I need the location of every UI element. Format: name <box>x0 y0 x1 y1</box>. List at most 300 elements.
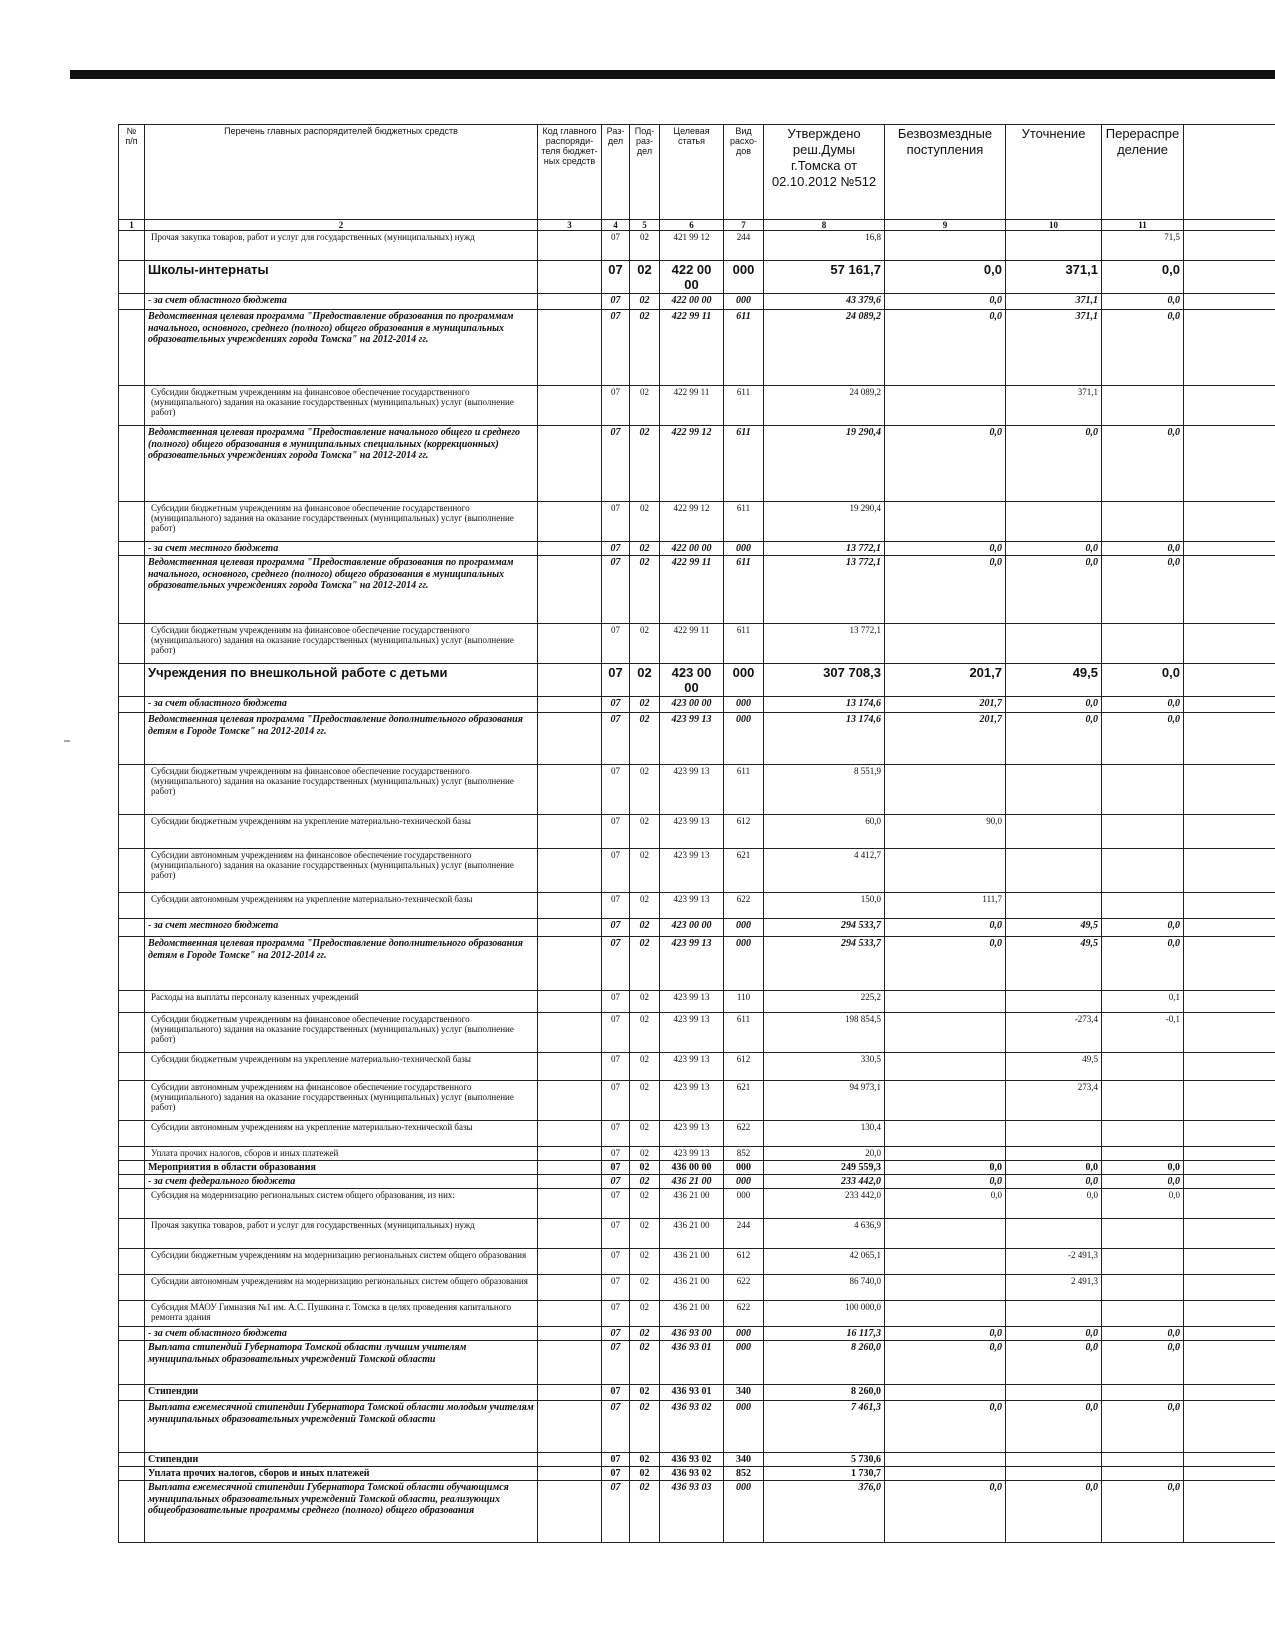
cell-section: 07 <box>602 991 630 1013</box>
table-row <box>119 849 1275 893</box>
cell-section: 07 <box>602 1385 630 1401</box>
cell-redistribution <box>1102 1147 1184 1161</box>
table-row <box>119 664 1275 697</box>
cell-subsection: 02 <box>630 713 660 765</box>
table-row <box>119 624 1275 664</box>
cell-num <box>119 1013 145 1053</box>
cell-cut <box>1184 893 1275 919</box>
cell-num <box>119 1341 145 1385</box>
cell-redistribution <box>1102 1275 1184 1301</box>
cell-clarification: 0,0 <box>1006 556 1102 624</box>
cell-clarification: 371,1 <box>1006 386 1102 426</box>
cell-cut <box>1184 1121 1275 1147</box>
cell-subsection: 02 <box>630 697 660 713</box>
cell-name: Ведомственная целевая программа "Предоставление дополнительного образования детям в Городе Томске" на 2012-2014 гг. <box>145 713 538 765</box>
cell-code <box>538 1147 602 1161</box>
cell-section: 07 <box>602 849 630 893</box>
table-row <box>119 1453 1275 1467</box>
cell-num <box>119 1161 145 1175</box>
cell-subsection: 02 <box>630 664 660 697</box>
cell-clarification <box>1006 231 1102 261</box>
cell-redistribution: 0,1 <box>1102 991 1184 1013</box>
cell-target-article: 436 93 03 <box>660 1481 724 1543</box>
cell-redistribution: 0,0 <box>1102 1341 1184 1385</box>
cell-approved: 4 412,7 <box>764 849 885 893</box>
cell-num <box>119 386 145 426</box>
cell-num <box>119 1053 145 1081</box>
cell-redistribution: 0,0 <box>1102 1189 1184 1219</box>
cell-section: 07 <box>602 1341 630 1385</box>
cell-num <box>119 1121 145 1147</box>
cell-name: Выплата ежемесячной стипендии Губернатора Томской области обучающимся муниципальных образовательных учреждений Томской области, реализующих общеобразовательные программы среднего (полного) общего образования <box>145 1481 538 1543</box>
cell-expense-type: 611 <box>724 386 764 426</box>
cell-target-article: 423 99 13 <box>660 815 724 849</box>
cell-section: 07 <box>602 1301 630 1327</box>
cell-approved: 233 442,0 <box>764 1189 885 1219</box>
cell-num <box>119 937 145 991</box>
header-distributors: Перечень главных распорядителей бюджетных средств <box>145 125 538 220</box>
table-row <box>119 1481 1275 1543</box>
cell-subsection: 02 <box>630 1401 660 1453</box>
cell-code <box>538 310 602 386</box>
cell-clarification: 371,1 <box>1006 310 1102 386</box>
cell-expense-type: 612 <box>724 815 764 849</box>
cell-grants <box>885 1467 1006 1481</box>
cell-code <box>538 294 602 310</box>
cell-target-article: 436 93 02 <box>660 1467 724 1481</box>
cell-approved: 13 772,1 <box>764 542 885 556</box>
cell-approved: 249 559,3 <box>764 1161 885 1175</box>
cell-redistribution: 0,0 <box>1102 697 1184 713</box>
table-row <box>119 1275 1275 1301</box>
cell-approved: 7 461,3 <box>764 1401 885 1453</box>
cell-expense-type: 000 <box>724 1175 764 1189</box>
cell-expense-type: 852 <box>724 1467 764 1481</box>
cell-cut <box>1184 1341 1275 1385</box>
table-row <box>119 1189 1275 1219</box>
cell-name: Ведомственная целевая программа "Предоставление образования по программам начального, основного, среднего (полного) общего образования в муниципальных образовательных учреждениях города Томска" на 2012-2014 гг. <box>145 556 538 624</box>
cell-name: Выплата ежемесячной стипендии Губернатора Томской области молодым учителям муниципальных образовательных учреждений Томской области <box>145 1401 538 1453</box>
cell-section: 07 <box>602 1175 630 1189</box>
cell-approved: 294 533,7 <box>764 919 885 937</box>
cell-redistribution <box>1102 502 1184 542</box>
cell-grants: 0,0 <box>885 1161 1006 1175</box>
cell-target-article: 436 93 01 <box>660 1341 724 1385</box>
table-row <box>119 937 1275 991</box>
cell-redistribution: 0,0 <box>1102 310 1184 386</box>
cell-code <box>538 426 602 502</box>
cell-target-article: 422 99 11 <box>660 310 724 386</box>
cell-redistribution <box>1102 1453 1184 1467</box>
cell-expense-type: 000 <box>724 664 764 697</box>
cell-expense-type: 622 <box>724 1301 764 1327</box>
cell-cut <box>1184 1275 1275 1301</box>
cell-code <box>538 991 602 1013</box>
colnum: 2 <box>145 220 538 231</box>
cell-target-article: 436 21 00 <box>660 1189 724 1219</box>
cell-target-article: 436 00 00 <box>660 1161 724 1175</box>
cell-num <box>119 1147 145 1161</box>
cell-redistribution <box>1102 893 1184 919</box>
cell-name: Субсидии автономным учреждениям на укрепление материально-технической базы <box>145 1121 538 1147</box>
cell-cut <box>1184 386 1275 426</box>
cell-expense-type: 000 <box>724 1481 764 1543</box>
cell-subsection: 02 <box>630 1189 660 1219</box>
cell-target-article: 422 00 00 <box>660 542 724 556</box>
cell-num <box>119 919 145 937</box>
table-row <box>119 310 1275 386</box>
cell-redistribution: 0,0 <box>1102 1401 1184 1453</box>
cell-redistribution <box>1102 386 1184 426</box>
cell-name: Субсидии бюджетным учреждениям на финансовое обеспечение государственного (муниципального) задания на оказание государственных (муниципальных) услуг (выполнение работ) <box>145 386 538 426</box>
cell-redistribution <box>1102 815 1184 849</box>
cell-approved: 43 379,6 <box>764 294 885 310</box>
cell-name: Выплата стипендий Губернатора Томской области лучшим учителям муниципальных образовательных учреждений Томской области <box>145 1341 538 1385</box>
cell-expense-type: 110 <box>724 991 764 1013</box>
cell-subsection: 02 <box>630 1385 660 1401</box>
header-cut-column <box>1184 125 1275 220</box>
cell-section: 07 <box>602 556 630 624</box>
cell-clarification: 49,5 <box>1006 919 1102 937</box>
cell-clarification <box>1006 1385 1102 1401</box>
cell-subsection: 02 <box>630 1481 660 1543</box>
cell-clarification: 49,5 <box>1006 664 1102 697</box>
cell-section: 07 <box>602 1147 630 1161</box>
cell-num <box>119 261 145 294</box>
table-row <box>119 1327 1275 1341</box>
cell-clarification <box>1006 1453 1102 1467</box>
cell-expense-type: 611 <box>724 765 764 815</box>
cell-expense-type: 611 <box>724 502 764 542</box>
cell-target-article: 423 99 13 <box>660 991 724 1013</box>
cell-target-article: 436 93 02 <box>660 1453 724 1467</box>
cell-name: Субсидии бюджетным учреждениям на укрепление материально-технической базы <box>145 1053 538 1081</box>
cell-subsection: 02 <box>630 1219 660 1249</box>
cell-grants: 0,0 <box>885 1401 1006 1453</box>
cell-subsection: 02 <box>630 849 660 893</box>
cell-grants <box>885 991 1006 1013</box>
cell-target-article: 422 99 12 <box>660 502 724 542</box>
cell-grants: 0,0 <box>885 310 1006 386</box>
cell-code <box>538 1467 602 1481</box>
cell-code <box>538 1327 602 1341</box>
cell-section: 07 <box>602 1275 630 1301</box>
cell-code <box>538 1175 602 1189</box>
cell-approved: 8 260,0 <box>764 1385 885 1401</box>
cell-section: 07 <box>602 765 630 815</box>
cell-num <box>119 713 145 765</box>
cell-num <box>119 1453 145 1467</box>
cell-redistribution: 0,0 <box>1102 542 1184 556</box>
cell-approved: 330,5 <box>764 1053 885 1081</box>
cell-name: Прочая закупка товаров, работ и услуг для государственных (муниципальных) нужд <box>145 1219 538 1249</box>
colnum: 3 <box>538 220 602 231</box>
header-redistribution: Перераспре деление <box>1102 125 1184 220</box>
cell-clarification: 0,0 <box>1006 426 1102 502</box>
cell-name: Субсидии автономным учреждениям на модернизацию региональных систем общего образования <box>145 1275 538 1301</box>
cell-redistribution <box>1102 1467 1184 1481</box>
cell-section: 07 <box>602 1189 630 1219</box>
cell-subsection: 02 <box>630 1249 660 1275</box>
cell-cut <box>1184 1189 1275 1219</box>
cell-target-article: 423 99 13 <box>660 1121 724 1147</box>
table-row <box>119 1175 1275 1189</box>
cell-redistribution: 0,0 <box>1102 294 1184 310</box>
colnum: 5 <box>630 220 660 231</box>
cell-target-article: 436 21 00 <box>660 1219 724 1249</box>
cell-code <box>538 1053 602 1081</box>
cell-code <box>538 502 602 542</box>
cell-cut <box>1184 1481 1275 1543</box>
cell-redistribution <box>1102 1301 1184 1327</box>
header-number: № п/п <box>119 125 145 220</box>
cell-name: Стипендии <box>145 1385 538 1401</box>
cell-section: 07 <box>602 1013 630 1053</box>
cell-name: Стипендии <box>145 1453 538 1467</box>
cell-expense-type: 000 <box>724 1189 764 1219</box>
colnum: 4 <box>602 220 630 231</box>
cell-redistribution: 0,0 <box>1102 1481 1184 1543</box>
cell-expense-type: 852 <box>724 1147 764 1161</box>
cell-name: - за счет местного бюджета <box>145 919 538 937</box>
cell-num <box>119 542 145 556</box>
cell-code <box>538 1219 602 1249</box>
cell-clarification: 273,4 <box>1006 1081 1102 1121</box>
cell-section: 07 <box>602 1481 630 1543</box>
cell-grants <box>885 1081 1006 1121</box>
table-row <box>119 426 1275 502</box>
cell-approved: 24 089,2 <box>764 386 885 426</box>
cell-section: 07 <box>602 697 630 713</box>
table-row <box>119 1401 1275 1453</box>
cell-section: 07 <box>602 1121 630 1147</box>
cell-subsection: 02 <box>630 1453 660 1467</box>
cell-name: Субсидии автономным учреждениям на финансовое обеспечение государственного (муниципального) задания на оказание государственных (муниципальных) услуг (выполнение работ) <box>145 1081 538 1121</box>
cell-clarification: 0,0 <box>1006 697 1102 713</box>
cell-grants: 111,7 <box>885 893 1006 919</box>
cell-section: 07 <box>602 1249 630 1275</box>
cell-subsection: 02 <box>630 310 660 386</box>
cell-num <box>119 1327 145 1341</box>
cell-approved: 294 533,7 <box>764 937 885 991</box>
cell-cut <box>1184 815 1275 849</box>
cell-redistribution: 0,0 <box>1102 713 1184 765</box>
cell-cut <box>1184 991 1275 1013</box>
cell-num <box>119 815 145 849</box>
cell-approved: 13 174,6 <box>764 697 885 713</box>
cell-name: Субсидии бюджетным учреждениям на модернизацию региональных систем общего образования <box>145 1249 538 1275</box>
cell-target-article: 436 93 02 <box>660 1401 724 1453</box>
cell-section: 07 <box>602 231 630 261</box>
cell-code <box>538 624 602 664</box>
cell-subsection: 02 <box>630 919 660 937</box>
cell-name: Уплата прочих налогов, сборов и иных платежей <box>145 1467 538 1481</box>
cell-redistribution <box>1102 1053 1184 1081</box>
colnum: 7 <box>724 220 764 231</box>
cell-target-article: 423 99 13 <box>660 1081 724 1121</box>
top-border-bar <box>70 70 1275 79</box>
cell-target-article: 423 99 13 <box>660 765 724 815</box>
cell-name: Расходы на выплаты персоналу казенных учреждений <box>145 991 538 1013</box>
cell-code <box>538 1249 602 1275</box>
cell-section: 07 <box>602 1401 630 1453</box>
cell-num <box>119 1301 145 1327</box>
cell-clarification <box>1006 1121 1102 1147</box>
cell-num <box>119 1385 145 1401</box>
cell-cut <box>1184 697 1275 713</box>
cell-redistribution: 0,0 <box>1102 556 1184 624</box>
header-section: Раз-дел <box>602 125 630 220</box>
cell-num <box>119 426 145 502</box>
cell-name: Субсидии автономным учреждениям на финансовое обеспечение государственного (муниципального) задания на оказание государственных (муниципальных) услуг (выполнение работ) <box>145 849 538 893</box>
cell-target-article: 423 99 13 <box>660 1147 724 1161</box>
cell-grants <box>885 624 1006 664</box>
cell-target-article: 422 99 11 <box>660 556 724 624</box>
table-row <box>119 1121 1275 1147</box>
table-row <box>119 1161 1275 1175</box>
cell-grants <box>885 1219 1006 1249</box>
header-subsection: Под-раз-дел <box>630 125 660 220</box>
cell-section: 07 <box>602 1081 630 1121</box>
cell-approved: 8 551,9 <box>764 765 885 815</box>
table-row <box>119 765 1275 815</box>
colnum-cut <box>1184 220 1275 231</box>
cell-section: 07 <box>602 1161 630 1175</box>
cell-subsection: 02 <box>630 1053 660 1081</box>
cell-target-article: 422 99 12 <box>660 426 724 502</box>
cell-subsection: 02 <box>630 294 660 310</box>
cell-subsection: 02 <box>630 765 660 815</box>
cell-num <box>119 893 145 919</box>
cell-grants <box>885 502 1006 542</box>
cell-clarification: 2 491,3 <box>1006 1275 1102 1301</box>
cell-cut <box>1184 1327 1275 1341</box>
cell-subsection: 02 <box>630 893 660 919</box>
cell-num <box>119 664 145 697</box>
cell-target-article: 422 99 11 <box>660 624 724 664</box>
cell-expense-type: 340 <box>724 1385 764 1401</box>
table-row <box>119 893 1275 919</box>
header-distributor-code: Код главного распоряди-теля бюджет-ных средств <box>538 125 602 220</box>
cell-subsection: 02 <box>630 1081 660 1121</box>
cell-grants <box>885 231 1006 261</box>
cell-target-article: 423 99 13 <box>660 937 724 991</box>
cell-grants <box>885 1121 1006 1147</box>
cell-grants: 0,0 <box>885 542 1006 556</box>
cell-target-article: 423 99 13 <box>660 1013 724 1053</box>
cell-expense-type: 611 <box>724 426 764 502</box>
cell-expense-type: 000 <box>724 1327 764 1341</box>
cell-subsection: 02 <box>630 556 660 624</box>
cell-grants: 0,0 <box>885 1327 1006 1341</box>
cell-expense-type: 622 <box>724 1275 764 1301</box>
cell-subsection: 02 <box>630 1275 660 1301</box>
cell-section: 07 <box>602 919 630 937</box>
cell-name: Субсидия на модернизацию региональных систем общего образования, из них: <box>145 1189 538 1219</box>
cell-approved: 376,0 <box>764 1481 885 1543</box>
cell-num <box>119 1175 145 1189</box>
table-row <box>119 713 1275 765</box>
cell-grants <box>885 1453 1006 1467</box>
cell-redistribution: -0,1 <box>1102 1013 1184 1053</box>
colnum: 10 <box>1006 220 1102 231</box>
colnum: 11 <box>1102 220 1184 231</box>
cell-redistribution: 0,0 <box>1102 1175 1184 1189</box>
cell-name: - за счет областного бюджета <box>145 697 538 713</box>
cell-approved: 20,0 <box>764 1147 885 1161</box>
table-row <box>119 231 1275 261</box>
cell-target-article: 436 21 00 <box>660 1249 724 1275</box>
cell-expense-type: 611 <box>724 624 764 664</box>
cell-clarification: 0,0 <box>1006 1161 1102 1175</box>
cell-redistribution <box>1102 1219 1184 1249</box>
cell-code <box>538 542 602 556</box>
cell-code <box>538 1341 602 1385</box>
cell-clarification <box>1006 1147 1102 1161</box>
cell-num <box>119 991 145 1013</box>
cell-expense-type: 612 <box>724 1249 764 1275</box>
cell-cut <box>1184 1081 1275 1121</box>
budget-table <box>118 124 1275 1543</box>
cell-expense-type: 611 <box>724 556 764 624</box>
cell-redistribution: 0,0 <box>1102 919 1184 937</box>
cell-section: 07 <box>602 261 630 294</box>
cell-cut <box>1184 556 1275 624</box>
cell-name: Субсидии бюджетным учреждениям на финансовое обеспечение государственного (муниципального) задания на оказание государственных (муниципальных) услуг (выполнение работ) <box>145 1013 538 1053</box>
cell-approved: 94 973,1 <box>764 1081 885 1121</box>
cell-section: 07 <box>602 937 630 991</box>
colnum: 9 <box>885 220 1006 231</box>
cell-code <box>538 261 602 294</box>
cell-cut <box>1184 1301 1275 1327</box>
cell-redistribution <box>1102 1121 1184 1147</box>
cell-expense-type: 000 <box>724 937 764 991</box>
table-row <box>119 1013 1275 1053</box>
cell-clarification: 0,0 <box>1006 1481 1102 1543</box>
cell-section: 07 <box>602 542 630 556</box>
cell-cut <box>1184 765 1275 815</box>
cell-grants: 201,7 <box>885 697 1006 713</box>
header-expense-type: Вид расхо-дов <box>724 125 764 220</box>
cell-section: 07 <box>602 1327 630 1341</box>
cell-redistribution: 0,0 <box>1102 1161 1184 1175</box>
cell-subsection: 02 <box>630 426 660 502</box>
cell-approved: 5 730,6 <box>764 1453 885 1467</box>
cell-cut <box>1184 310 1275 386</box>
cell-code <box>538 1161 602 1175</box>
cell-redistribution: 71,5 <box>1102 231 1184 261</box>
cell-clarification <box>1006 624 1102 664</box>
cell-grants: 201,7 <box>885 713 1006 765</box>
cell-expense-type: 000 <box>724 261 764 294</box>
cell-approved: 42 065,1 <box>764 1249 885 1275</box>
cell-subsection: 02 <box>630 386 660 426</box>
cell-clarification <box>1006 815 1102 849</box>
cell-target-article: 423 99 13 <box>660 893 724 919</box>
cell-num <box>119 502 145 542</box>
cell-code <box>538 893 602 919</box>
header-clarification: Уточнение <box>1006 125 1102 220</box>
cell-grants <box>885 1147 1006 1161</box>
cell-subsection: 02 <box>630 1301 660 1327</box>
cell-expense-type: 621 <box>724 849 764 893</box>
table-row <box>119 1341 1275 1385</box>
cell-approved: 24 089,2 <box>764 310 885 386</box>
cell-expense-type: 622 <box>724 893 764 919</box>
cell-approved: 100 000,0 <box>764 1301 885 1327</box>
header-row <box>119 125 1275 220</box>
cell-num <box>119 1481 145 1543</box>
